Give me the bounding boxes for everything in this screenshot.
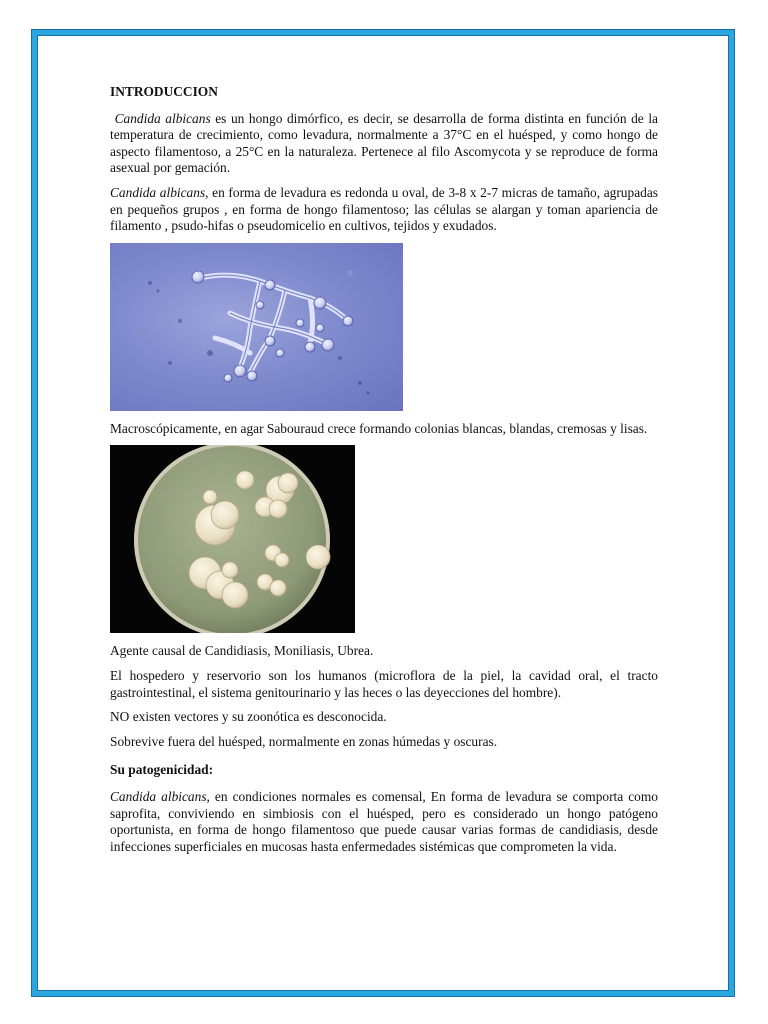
paragraph-vectors: NO existen vectores y su zoonótica es desconocida. [110,709,387,725]
paragraph-host: El hospedero y reservorio son los humanos (microflora de la piel, la cavidad oral, el tracto gastrointestinal, el sistema genitourinario y las heces o las deyecciones del hombre). [110,667,658,700]
paragraph-text: es un hongo dimórfico, es decir, se desarrolla de forma distinta en función de la temperatura de crecimiento, como levadura, normalmente a 37°C en el huésped, y como hongo de aspecto filamentoso, a 25°C en la naturaleza. Pertenece al filo Ascomycota y se reproduce de forma asexual por gemación. [110,110,658,176]
paragraph-intro [110,111,658,177]
species-name: Candida albicans [110,184,206,200]
paragraph-pathogenicity [110,789,658,855]
paragraph-causal-agent: Agente causal de Candidiasis, Moniliasis, Ubrea. [110,643,374,659]
species-name: Candida albicans [114,110,211,126]
subsection-heading: Su patogenicidad: [110,762,214,778]
section-heading: INTRODUCCION [110,84,218,99]
paragraph-survival: Sobrevive fuera del huésped, normalmente en zonas húmedas y oscuras. [110,733,498,749]
paragraph-text: , en condiciones normales es comensal, En forma de levadura se comporta como saprofita, conviviendo en simbiosis con el huésped, pero es considerado un hongo patógeno oportunista, en forma de hongo filamentoso que puede causar varias formas de candidiasis, desde infecciones superficiales en mucosas hasta enfermedades sistémicas que comprometen la vida. [110,788,658,854]
paragraph-morphology [110,185,658,235]
micrograph-image [110,243,403,411]
paragraph-text: , en forma de levadura es redonda u oval, de 3-8 x 2-7 micras de tamaño, agrupadas en pequeños grupos , en forma de hongo filamentoso; las células se alargan y toman apariencia de filamento , psudo-hifas o pseudomicelio en cultivos, tejidos y exudados. [110,184,658,234]
paragraph-macroscopy: Macroscópicamente, en agar Sabouraud crece formando colonias blancas, blandas, cremosas y lisas. [110,420,648,436]
agar-plate-illustration [110,445,355,633]
micrograph-illustration [110,243,403,411]
agar-plate-image [110,445,355,633]
species-name: Candida albicans [110,788,207,804]
document-body [110,84,658,863]
